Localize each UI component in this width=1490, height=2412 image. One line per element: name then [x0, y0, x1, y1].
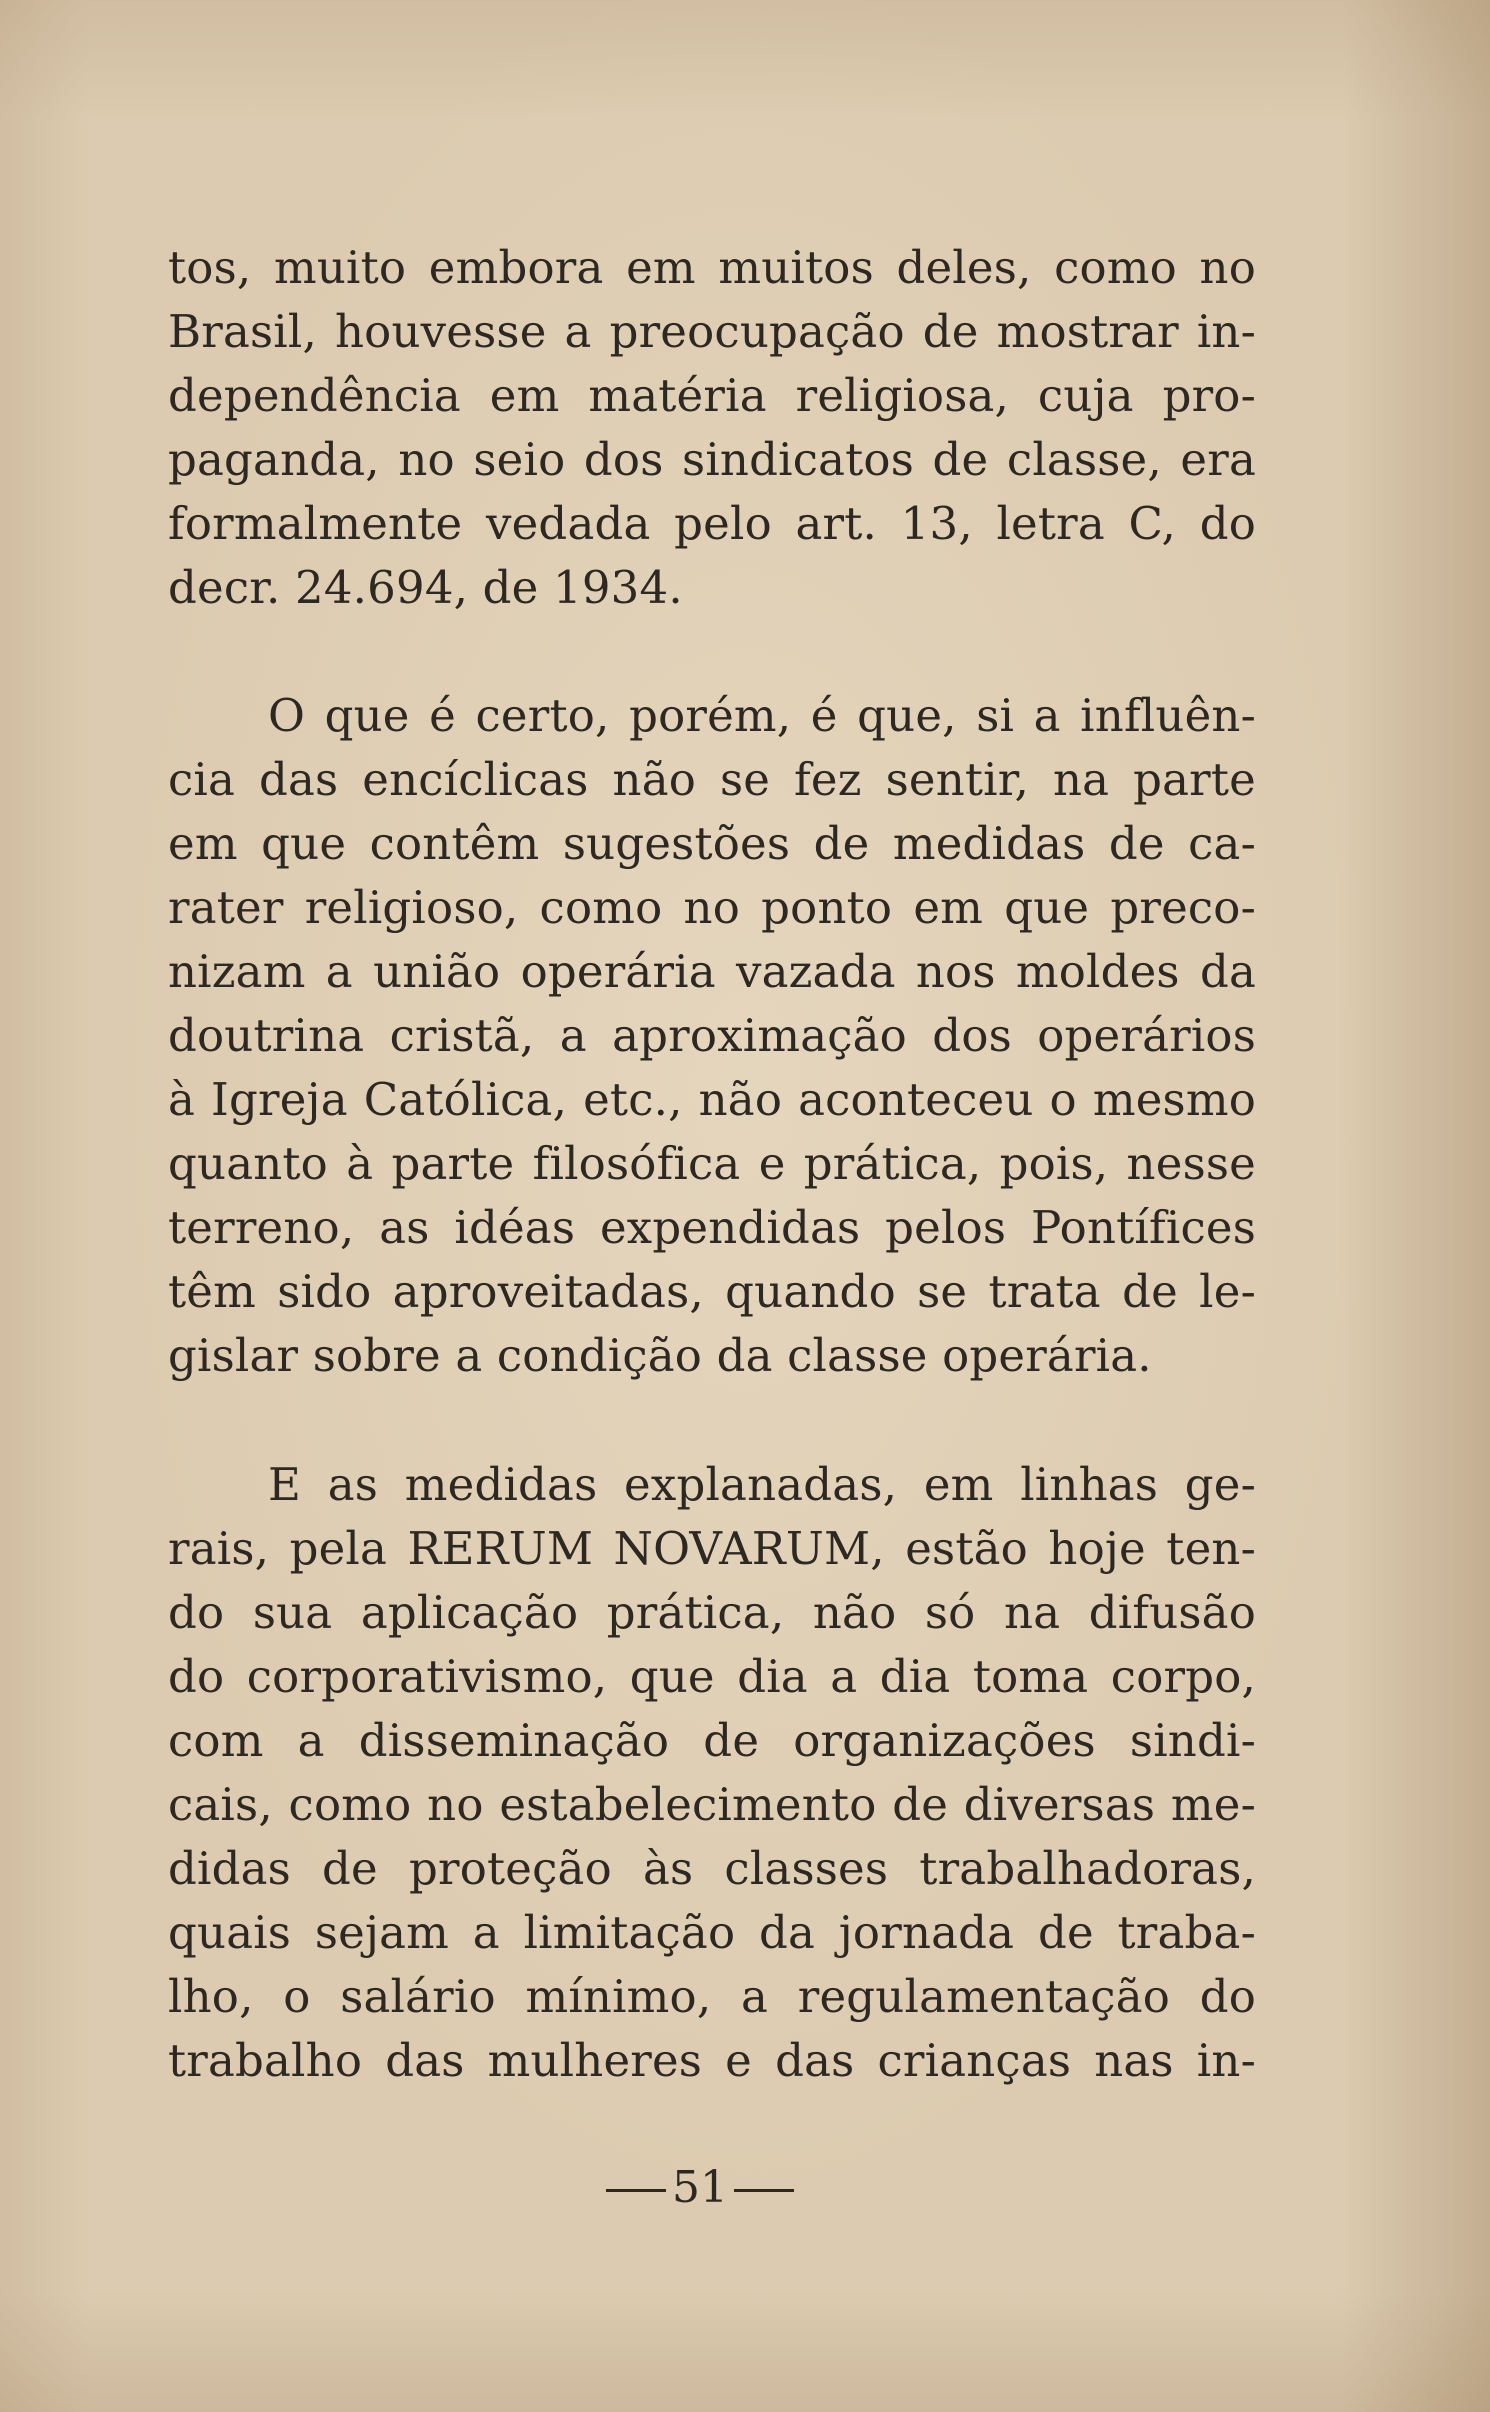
- text-line: quanto à parte filosófica e prática, pois, nesse: [168, 1137, 1256, 1190]
- page-number: 51: [672, 2162, 728, 2213]
- text-line: lho, o salário mínimo, a regulamentação do: [168, 1970, 1256, 2023]
- text-line: cia das encíclicas não se fez sentir, na parte: [168, 753, 1256, 806]
- text-line: tos, muito embora em muitos deles, como no: [168, 241, 1256, 294]
- text-line: O que é certo, porém, é que, si a influên-: [268, 689, 1256, 742]
- text-line: rater religioso, como no ponto em que preco-: [168, 881, 1256, 934]
- paragraph-2: [168, 684, 1256, 1388]
- text-line: do sua aplicação prática, não só na difusão: [168, 1586, 1256, 1639]
- text-line: em que contêm sugestões de medidas de ca-: [168, 817, 1256, 870]
- text-line: doutrina cristã, a aproximação dos operários: [168, 1009, 1256, 1062]
- text-line: decr. 24.694, de 1934.: [168, 561, 683, 614]
- text-line: nizam a união operária vazada nos moldes da: [168, 945, 1256, 998]
- text-line: rais, pela RERUM NOVARUM, estão hoje ten-: [168, 1522, 1256, 1575]
- dash-left-decoration: [606, 2189, 666, 2192]
- text-line: dependência em matéria religiosa, cuja pro-: [168, 369, 1256, 422]
- text-line: à Igreja Católica, etc., não aconteceu o mesmo: [168, 1073, 1256, 1126]
- text-line: quais sejam a limitação da jornada de traba-: [168, 1906, 1256, 1959]
- text-line: com a disseminação de organizações sindi-: [168, 1714, 1256, 1767]
- paragraph-1: [168, 236, 1256, 620]
- text-line: terreno, as idéas expendidas pelos Pontífices: [168, 1201, 1256, 1254]
- text-line: do corporativismo, que dia a dia toma corpo,: [168, 1650, 1256, 1703]
- text-line: gislar sobre a condição da classe operária.: [168, 1329, 1152, 1382]
- text-line: E as medidas explanadas, em linhas ge-: [268, 1458, 1256, 1511]
- text-line: formalmente vedada pelo art. 13, letra C, do: [168, 497, 1256, 550]
- text-line: didas de proteção às classes trabalhadoras,: [168, 1842, 1256, 1895]
- page-number-footer: [0, 2162, 1400, 2213]
- text-line: têm sido aproveitadas, quando se trata de le-: [168, 1265, 1256, 1318]
- dash-right-decoration: [734, 2189, 794, 2192]
- text-line: paganda, no seio dos sindicatos de classe, era: [168, 433, 1256, 486]
- text-line: cais, como no estabelecimento de diversas me-: [168, 1778, 1256, 1831]
- text-line: trabalho das mulheres e das crianças nas in-: [168, 2034, 1256, 2087]
- paragraph-3: [168, 1453, 1256, 2093]
- text-line: Brasil, houvesse a preocupação de mostrar in-: [168, 305, 1256, 358]
